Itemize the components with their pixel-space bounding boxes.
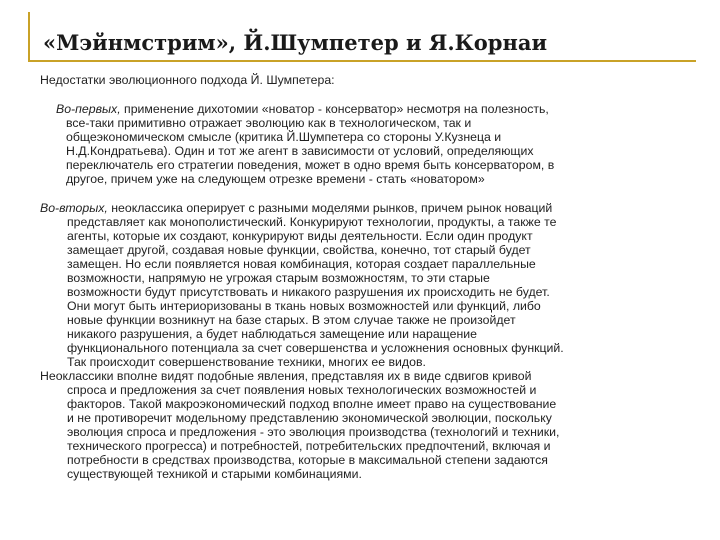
paragraph-third-line: эволюция спроса и предложения - это эволюция производства (технологий и техники, [67,425,560,439]
slide-title: «Мэйнмстрим», Й.Шумпетер и Я.Корнаи [43,30,548,55]
paragraph-first-line: другое, причем уже на следующем отрезке времени - стать «новатором» [66,172,485,186]
paragraph-second-line: функционального потенциала за счет совершенства и усложнения основных функций. [67,341,564,355]
paragraph-first [40,102,680,186]
paragraph-second-line: возможности, напрямую не угрожая старым возможностям, то эти старые [67,271,490,285]
paragraph-second [40,201,680,369]
paragraph-third-line: технического прогресса) и потребностей, потребительских предпочтений, включая и [67,439,551,453]
paragraph-third [40,369,680,481]
paragraph-second-line: возможности будут присутствовать и никакого разрушения их происходить не будет. [67,285,550,299]
paragraph-second-line: новые функции возникнут на базе старых. В этом случае также не произойдет [67,313,516,327]
paragraph-first-lead: Во-первых, [56,102,121,116]
paragraph-first-line: все-таки примитивно отражает эволюцию как в технологическом, так и [66,116,472,130]
paragraph-second-line: замещает другой, создавая новые функции, свойства, конечно, тот старый будет [67,243,531,257]
paragraph-second-line: Так происходит совершенствование техники, многих ее видов. [67,355,426,369]
paragraph-third-line: потребности в средствах производства, которые в максимальной степени задаются [67,453,548,467]
paragraph-second-line: замещен. Но если появляется новая комбинация, которая создает параллельные [67,257,536,271]
paragraph-second-line: Они могут быть интериоризованы в ткань новых возможностей или функций, либо [67,299,541,313]
paragraph-third-line: спроса и предложения за счет появления новых технологических возможностей и [67,383,537,397]
paragraph-third-line: существующей техникой и старыми комбинациями. [67,467,362,481]
title-underline [28,60,696,62]
paragraph-first-line: общеэкономическом смысле (критика Й.Шумпетера со стороны У.Кузнеца и [66,130,502,144]
intro-line: Недостатки эволюционного подхода Й. Шумпетера: [40,73,335,87]
paragraph-second-line: представляет как монополистический. Конкурируют технологии, продукты, а также те [67,215,557,229]
title-vertical-rule [28,12,30,60]
paragraph-first-line: Во-первых, применение дихотомии «новатор - консерватор» несмотря на полезность, [56,102,549,116]
paragraph-third-line: факторов. Такой макроэкономический подход вполне имеет право на существование [67,397,557,411]
slide-body [40,66,680,481]
paragraph-first-line: переключатель его стратегии поведения, может в одно время быть консерватором, в [66,158,555,172]
paragraph-first-line: Н.Д.Кондратьева). Один и тот же агент в зависимости от условий, определяющих [66,144,534,158]
paragraph-third-line: и не противоречит модельному представлению экономической эволюции, поскольку [67,411,552,425]
paragraph-third-line: Неоклассики вполне видят подобные явления, представляя их в виде сдвигов кривой [40,369,532,383]
paragraph-second-line: агенты, которые их создают, конкурируют виды деятельности. Если один продукт [67,229,533,243]
paragraph-second-lead: Во-вторых, [40,201,108,215]
paragraph-second-line: Во-вторых, неоклассика оперирует с разными моделями рынков, причем рынок новаций [40,201,553,215]
paragraph-second-line: никакого разрушения, а будет наблюдаться замещение или наращение [67,327,477,341]
